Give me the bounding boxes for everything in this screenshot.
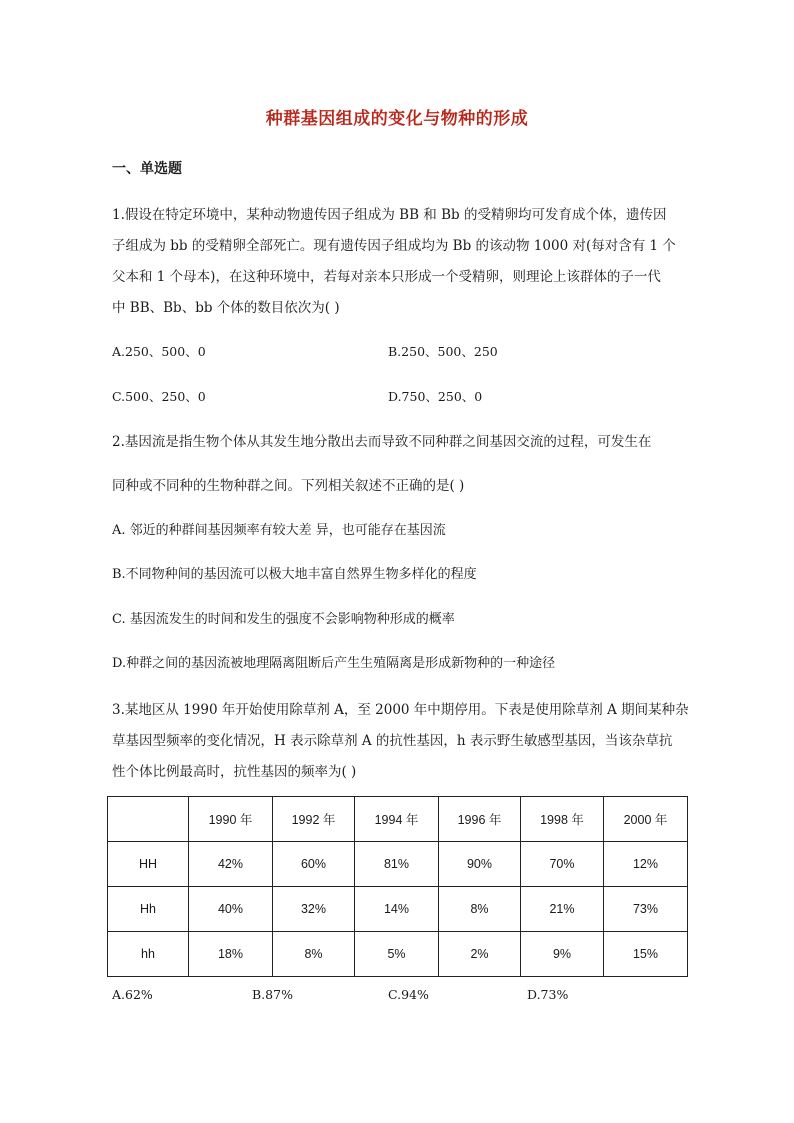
table-row xyxy=(108,842,688,887)
table-cell: 8% xyxy=(439,887,521,932)
page-title: 种群基因组成的变化与物种的形成 xyxy=(265,109,529,129)
q1-text-line: 子组成为 bb 的受精卵全部死亡。现有遗传因子组成均为 Bb 的该动物 1000 对(每对含有 1 个 xyxy=(112,238,676,254)
table-cell: 18% xyxy=(189,932,273,977)
table-cell: 5% xyxy=(355,932,439,977)
table-cell: 42% xyxy=(189,842,273,887)
table-row xyxy=(108,932,688,977)
table-cell: 60% xyxy=(273,842,355,887)
table-header-cell xyxy=(108,797,189,842)
q1-option-d: D.750、250、0 xyxy=(388,389,483,404)
q2-option-d: D.种群之间的基因流被地理隔离阻断后产生生殖隔离是形成新物种的一种途径 xyxy=(112,656,556,671)
q1-text-line: 父本和 1 个母本)，在这种环境中，若每对亲本只形成一个受精卵，则理论上该群体的子一代 xyxy=(112,269,661,285)
table-cell: 12% xyxy=(604,842,688,887)
table-cell: 40% xyxy=(189,887,273,932)
table-header-cell: 1992 年 xyxy=(273,797,355,842)
table-cell: hh xyxy=(108,932,189,977)
table-cell: 21% xyxy=(521,887,604,932)
q3-text-line: 性个体比例最高时，抗性基因的频率为( ) xyxy=(112,764,357,780)
table-cell: 15% xyxy=(604,932,688,977)
table-header-cell: 1990 年 xyxy=(189,797,273,842)
table-row xyxy=(108,887,688,932)
q3-option-b: B.87% xyxy=(252,987,293,1002)
table-header-cell: 1994 年 xyxy=(355,797,439,842)
q3-text-line: 草基因型频率的变化情况，H 表示除草剂 A 的抗性基因，h 表示野生敏感型基因，当该杂草抗 xyxy=(112,733,673,749)
table-cell: 81% xyxy=(355,842,439,887)
q2-text-line: 2.基因流是指生物个体从其发生地分散出去而导致不同种群之间基因交流的过程，可发生在 xyxy=(112,434,652,450)
q2-text-line: 同种或不同种的生物种群之间。下列相关叙述不正确的是( ) xyxy=(112,478,465,494)
q3-option-a: A.62% xyxy=(112,987,153,1002)
table-cell: Hh xyxy=(108,887,189,932)
table-cell: 9% xyxy=(521,932,604,977)
q3-option-c: C.94% xyxy=(388,987,429,1002)
q2-option-c: C. 基因流发生的时间和发生的强度不会影响物种形成的概率 xyxy=(112,612,455,627)
table-cell: 8% xyxy=(273,932,355,977)
q1-text-line: 1.假设在特定环境中，某种动物遗传因子组成为 BB 和 Bb 的受精卵均可发育成个体，遗传因 xyxy=(112,207,667,223)
q3-text-line: 3.某地区从 1990 年开始使用除草剂 A，至 2000 年中期停用。下表是使用除草剂 A 期间某种杂 xyxy=(112,702,689,718)
table-header-cell: 1998 年 xyxy=(521,797,604,842)
genotype-frequency-table xyxy=(107,796,688,977)
q1-text-line: 中 BB、Bb、bb 个体的数目依次为( ) xyxy=(112,300,340,316)
q1-option-a: A.250、500、0 xyxy=(112,344,206,359)
table-cell: 14% xyxy=(355,887,439,932)
q1-option-b: B.250、500、250 xyxy=(388,344,498,359)
table-header-cell: 1996 年 xyxy=(439,797,521,842)
table-header-row xyxy=(108,797,688,842)
q2-option-b: B.不同物种间的基因流可以极大地丰富自然界生物多样化的程度 xyxy=(112,567,477,582)
table-cell: HH xyxy=(108,842,189,887)
table-cell: 70% xyxy=(521,842,604,887)
table-cell: 73% xyxy=(604,887,688,932)
table-cell: 2% xyxy=(439,932,521,977)
section-heading: 一、单选题 xyxy=(112,161,182,177)
table-cell: 90% xyxy=(439,842,521,887)
table-cell: 32% xyxy=(273,887,355,932)
table-header-cell: 2000 年 xyxy=(604,797,688,842)
q3-option-d: D.73% xyxy=(527,987,569,1002)
q1-option-c: C.500、250、0 xyxy=(112,389,206,404)
q2-option-a: A. 邻近的种群间基因频率有较大差 异，也可能存在基因流 xyxy=(112,523,446,538)
